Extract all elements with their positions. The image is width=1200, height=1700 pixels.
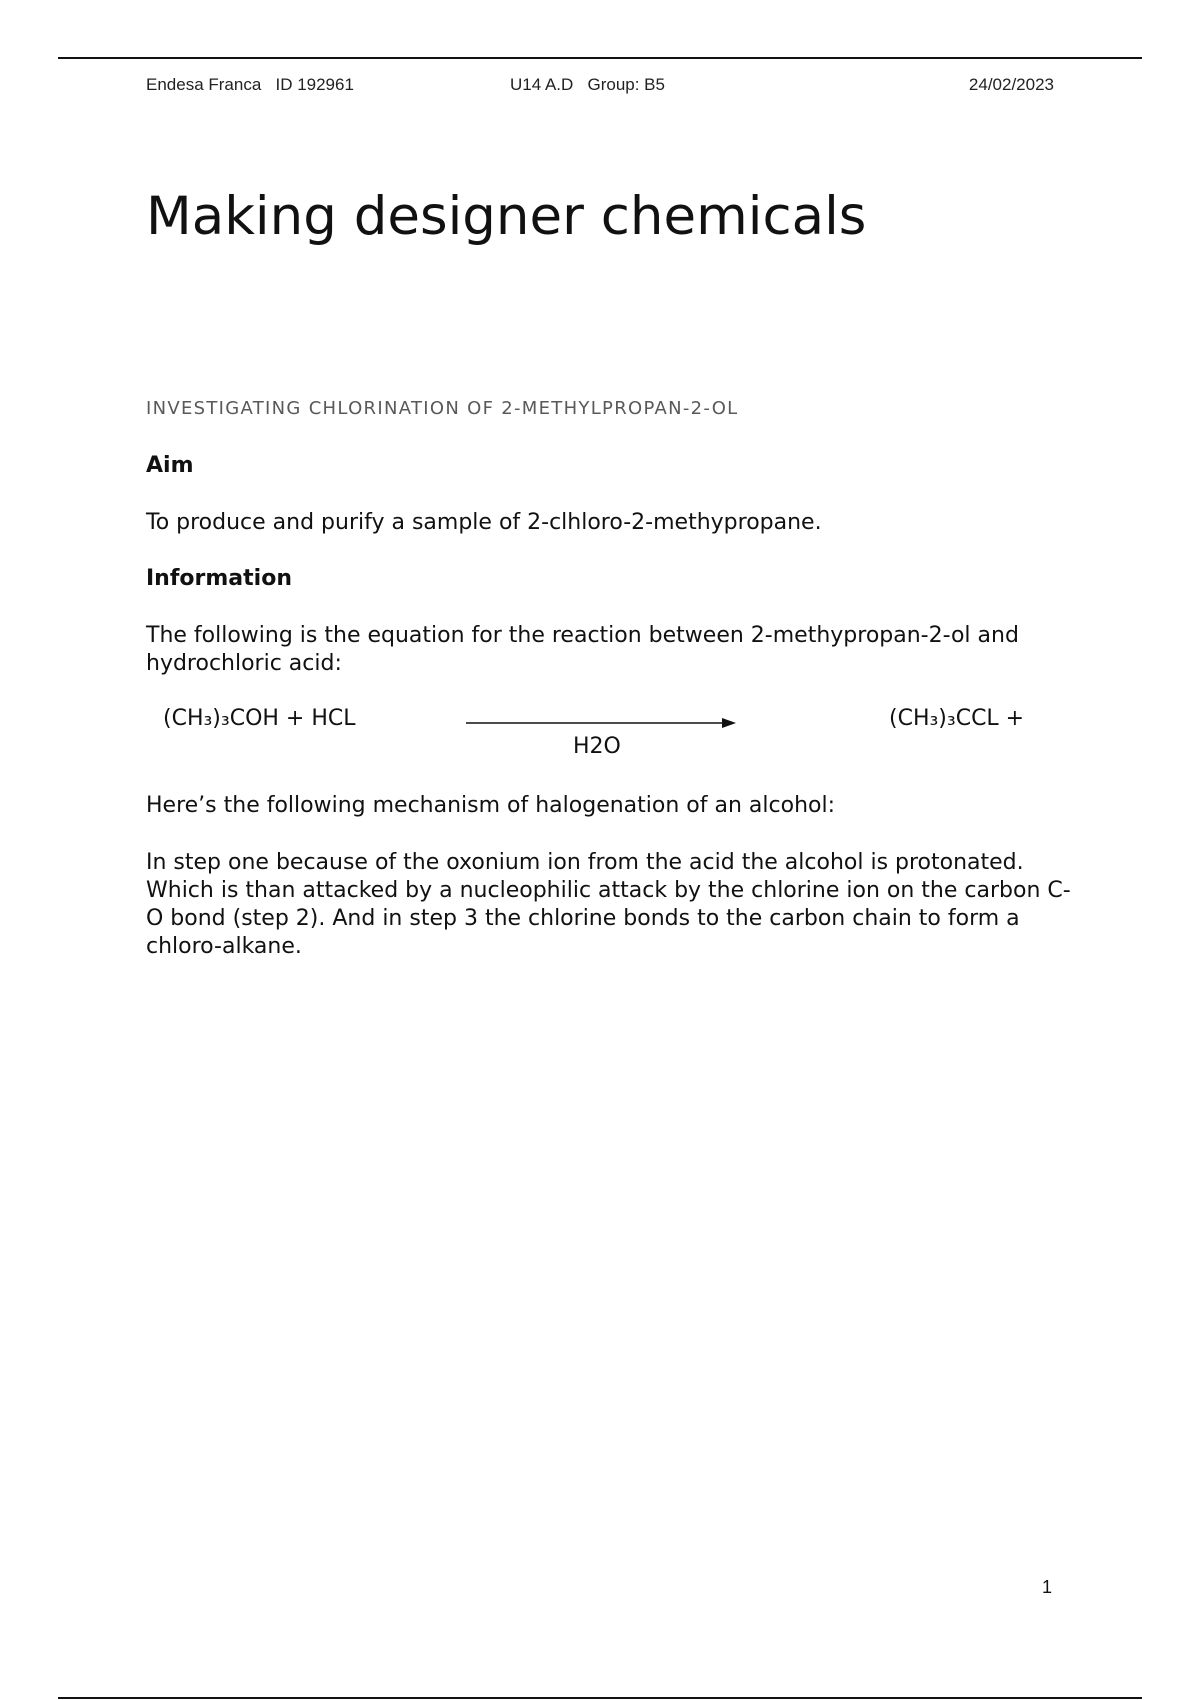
equation-condition: H2O: [573, 734, 621, 759]
page-number: 1: [1042, 1577, 1053, 1597]
reaction-arrow-icon: [466, 716, 736, 730]
information-text: The following is the equation for the reaction between 2-methypropan-2-ol and hydrochloric acid:: [146, 623, 1019, 676]
document-title: Making designer chemicals: [146, 186, 867, 247]
reaction-equation: [146, 706, 1076, 762]
header-author-id: [146, 75, 354, 95]
aim-text: To produce and purify a sample of 2-clhloro-2-methypropane.: [146, 510, 822, 535]
header-author: Endesa Franca: [146, 75, 262, 94]
header-unit: U14 A.D: [510, 75, 574, 94]
mechanism-text: In step one because of the oxonium ion from the acid the alcohol is protonated. Which is than attacked by a nucleophilic attack by the chlorine ion on the carbon C-O bond (step 2). And in step 3 the chlorine bonds to the carbon chain to form a chloro-alkane.: [146, 850, 1071, 959]
header-unit-group: [510, 75, 665, 95]
equation-products: (CH₃)₃CCL +: [889, 706, 1025, 731]
information-heading: Information: [146, 566, 292, 591]
header-student-id: ID 192961: [275, 75, 354, 94]
equation-reactants: (CH₃)₃COH + HCL: [163, 706, 356, 731]
footer-rule: [58, 1697, 1142, 1699]
mechanism-intro: Here’s the following mechanism of halogenation of an alcohol:: [146, 793, 835, 818]
section-heading: INVESTIGATING CHLORINATION OF 2-METHYLPROPAN-2-OL: [146, 398, 739, 419]
header-group: Group: B5: [587, 75, 665, 94]
header-rule: [58, 57, 1142, 59]
page-header: [146, 75, 1054, 101]
header-date: 24/02/2023: [968, 75, 1054, 94]
aim-heading: Aim: [146, 453, 194, 478]
